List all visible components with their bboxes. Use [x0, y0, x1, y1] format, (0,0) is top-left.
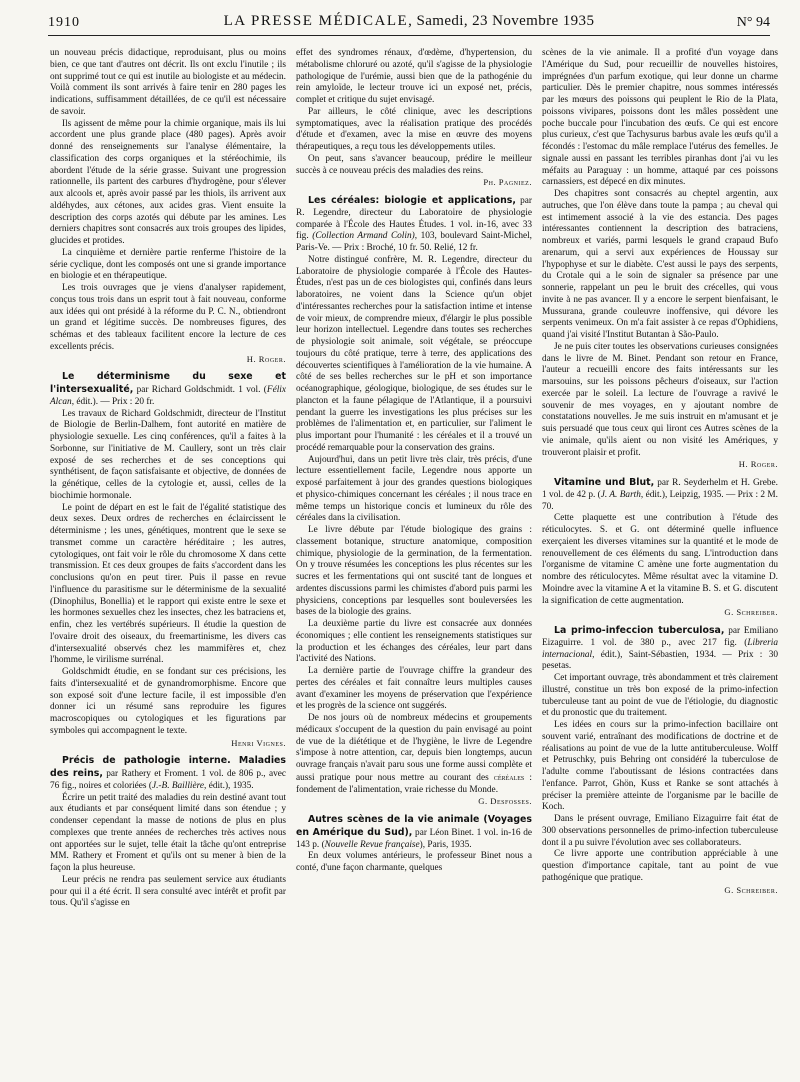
review-signature: G. Desfosses. [478, 796, 532, 807]
column-3 [542, 48, 778, 896]
issue-date: Samedi, 23 Novembre 1935 [416, 13, 595, 29]
paragraph: Ce livre apporte une contribution appréciable à une question d'importance capitale, tant au point de vue pathogénique que pratique. [542, 849, 778, 883]
review-heading: La primo-infeccion tuberculosa, par Emiliano Eizaguirre. 1 vol. de 380 p., avec 217 fig. (Libreria internacional, édit.), Saint-Sébastien, 1934. — Prix : 30 pesetas. [542, 625, 778, 672]
review-heading: Autres scènes de la vie animale (Voyages en Amérique du Sud), par Léon Binet. 1 vol. in-16 de 143 p. (Nouvelle Revue française), Paris, 1935. [296, 814, 533, 850]
page-number: 1910 [48, 15, 80, 30]
paragraph: Goldschmidt étudie, en se fondant sur ces précisions, les faits d'intersexualité et de gynandromorphisme. Encore que son exposé soit d'une lecture facile, il est impossible d'en donner ici un résumé sans reproduire les figures macroscopiques ou cytologiques et les figurations par symboles qui accompagnent le texte. [50, 667, 286, 736]
page-header [48, 13, 770, 36]
paragraph: De nos jours où de nombreux médecins et groupements médicaux s'occupent de la question du pain envisagé au point de vue de la diététique et de l'hygiène, le livre de Legendre s'impose à notre attention, car, depuis bien longtemps, aucun ouvrage français n'avait paru sous une forme aussi complète et aussi pratique pour nous mettre au courant des céréales : fondement de l'alimentation, vraie richesse du Monde. [296, 713, 532, 795]
paragraph: Écrire un petit traité des maladies du rein destiné avant tout aux étudiants et par conséquent limité dans son étendue ; y condenser cependant la masse de notions de plus en plus complexes que trente années de recherches très actives nous ont apportées sur le sujet, telle était la tâche qu'ont entreprise MM. Rathery et Froment et qu'ils ont su mener à bien de la façon la plus heureuse. [50, 792, 286, 873]
column-1 [50, 48, 286, 910]
paragraph: Par ailleurs, le côté clinique, avec les descriptions symptomatiques, avec la réalisation pratique des procédés d'étude et d'examen, avec la mise en œuvre des moyens thérapeutiques, a reçu tous les développements utiles. [296, 106, 532, 152]
paragraph: Notre distingué confrère, M. R. Legendre, directeur du Laboratoire de physiologie comparée à l'École des Hautes-Études, n'est pas un de ces biologistes qui, confinés dans leurs laboratoires, ne voient dans la Science qu'un objet d'intéressantes recherches pour la satisfaction intime et intense de voir mieux, de comprendre mieux, d'élargir le plus possible leur horizon intellectuel. Legendre dans toutes ses recherches de physiologie soit animale, soit végétale, se préoccupe toujours du côté pratique, terre à terre, des applications des découvertes scientifiques à l'amélioration de la vie humaine. A côté de ses belles recherches sur le pH et son importance océanographique, géologique, biologique, de ses études sur le plancton et la faune pélagique de l'Atlantique, il a poursuivi pendant la guerre les investigations les plus précises sur les problèmes de l'alimentation et, en particulier, sur l'aliment le plus important pour l'humanité : les céréales et il a trouvé un procédé remarquable pour la conservation des grains. [296, 254, 532, 453]
paragraph: Des chapitres sont consacrés au cheptel argentin, aux autruches, que l'on élève dans toute la pampa ; au cheval qui est intimement associé à la vie des estancia. Des pages intéressantes contiennent la description des batraciens, nombreux et variés, parmi lesquels le grand crapaud Bufo arenarum, qui a servi aux expériences de Houssay sur l'hypophyse et sur le diabète. C'est aussi le pays des serpents, du Crotale qui a le soin de signaler sa présence par une sonnerie, rappelant un peu le bruit des crécelles, qui vous invite à ne pas avancer. Il y a encore le serpent bienfaisant, le Mussurana, grande couleuvre inoffensive, qui dévore les serpents venimeux. On m'a fait assister à ce repas d'Ophidiens, quand j'ai visité l'Institut Butantan à São-Paulo. [542, 189, 778, 340]
review-heading: Le déterminisme du sexe et l'intersexualité, par Richard Goldschmidt. 1 vol. (Félix Alcan, édit.). — Prix : 20 fr. [50, 371, 286, 407]
review-signature: H. Roger. [738, 459, 778, 470]
review-title: Vitamine und Blut, [554, 477, 655, 488]
review-signature: Henri Vignes. [231, 737, 286, 748]
review-title: Autres scènes de la vie animale (Voyages en Amérique du Sud), [296, 814, 532, 838]
paragraph: Je ne puis citer toutes les observations curieuses consignées dans le livre de M. Binet. Pendant son retour en France, l'auteur a recueilli encore des faits intéressants sur les marsouins, sur les poissons pêcheurs d'oiseaux, sur l'action exercée par le soleil. La lecture de l'ouvrage a ravivé le souvenir de mes voyages, en y ajoutant nombre de constatations nouvelles. Je me suis instruit en m'amusant et je suis persuadé que tous ceux qui liront ces Autres scènes de la vie animale, qu'ils aient ou non visité les Amériques, y trouveront plaisir et profit. [542, 341, 778, 458]
paragraph: Ils agissent de même pour la chimie organique, mais ils lui accordent une plus grande place (480 pages). Après avoir donné des renseignements sur l'analyse élémentaire, la classification des corps organiques et la stéréochimie, ils abordent l'étude de la série grasse. Suivant une progression rationnelle, ils partent des carbures d'hydrogène, pour s'élever aux alcools et, après avoir passé par les thiols, ils arrivent aux aldéhydes, aux cétones, aux acides gras. Vient ensuite la description des corps azotés qui débute par les amines. Les derniers chapitres sont consacrés aux trois groupes des lipides, glucides et protides. [50, 118, 286, 246]
paragraph: La cinquième et dernière partie renferme l'histoire de la série cyclique, dont les composés ont une si grande importance en biologie et en thérapeutique. [50, 247, 286, 282]
paragraph: Les idées en cours sur la primo-infection bacillaire ont souvent varié, entraînant des modifications de doctrine et de réalisations au point de vue de la lutte antituberculeuse. Wolff et Petruschky, puis Behring ont considéré la tuberculose de l'adulte comme l'aboutissant de lésions contractées dans l'enfance. Parrot, Ghön, Kuss et Ranke se sont attachés à préciser la première atteinte de l'organisme par le bacille de Koch. [542, 720, 778, 813]
paragraph: Leur précis ne rendra pas seulement service aux étudiants pour qui il a été écrit. Il sera consulté avec intérêt et profit par tous. Qu'il s'agisse en [50, 874, 286, 909]
review-title: Le déterminisme du sexe et l'intersexualité, [50, 371, 286, 395]
review-title: La primo-infeccion tuberculosa, [554, 625, 725, 636]
review-heading: Les céréales: biologie et applications, par R. Legendre, directeur du Laboratoire de physiologie comparée à l'École des Hautes Études. 1 vol. in-16, avec 33 fig. (Collection Armand Colin), 103, boulevard Saint-Michel, Paris-Ve. — Prix : Broché, 10 fr. 50. Relié, 12 fr. [296, 195, 532, 253]
review-signature: Ph. Pagniez. [483, 177, 532, 188]
paragraph: Les travaux de Richard Goldschmidt, directeur de l'Institut de Biologie de Berlin-Dalhem, font autorité en matière de physiologie sexuelle. Les cinq conférences, qu'il a faites à la Sorbonne, sur l'initiative de M. Caullery, sont un très clair exposé de ses recherches et de ses conceptions qui synthétisent, de façon satisfaisante et objective, de données de la génétique, celles de la cytologie et, aussi, celles de la biochimie hormonale. [50, 408, 286, 501]
running-title: LA PRESSE MÉDICALE, Samedi, 23 Novembre 1935 [223, 13, 595, 29]
review-heading: Précis de pathologie interne. Maladies des reins, par Rathery et Froment. 1 vol. de 806 p., avec 76 fig., noires et coloriées (J.-B. Baillière, édit.), 1935. [50, 755, 286, 791]
paragraph: Aujourd'hui, dans un petit livre très clair, très précis, d'une lecture essentiellement facile, Legendre nous apporte un exposé parfaitement à jour des grandes questions biologiques et physico-chimiques concernant les céréales ; il nous trace en même temps un historique concis et lumineux du rôle des céréales dans la civilisation. [296, 454, 532, 524]
paragraph: scènes de la vie animale. Il a profité d'un voyage dans l'Amérique du Sud, pour recueillir de nouvelles histoires, imprégnées d'un parfum exotique, qui leur donne un charme particulier. Dès le premier chapitre, nous sommes intéressés par les mœurs des poissons qui peuplent le Rio de la Plata, poissons vivipares, poissons dont les mâles possèdent une poche buccale pour l'incubation des œufs. Ce qui est encore plus curieux, c'est que Tachysurus barbus avale les œufs qu'il a fécondés : l'estomac du mâle remplace l'utérus des femelles. Je signale aussi en passant les terribles piranhas dont j'ai vu les méfaits au Paraguay : un homme, attaqué par ces poissons carnassiers, est dépecé en dix minutes. [542, 48, 778, 188]
paragraph: effet des syndromes rénaux, d'œdème, d'hypertension, du métabolisme chloruré ou azoté, qu'il s'agisse de la physiologie pathologique de l'urémie, aussi bien que de la pathogénie du rein amyloïde, le lecteur trouve ici un exposé net, précis, complet et critique du sujet envisagé. [296, 48, 532, 105]
review-title: Les céréales: biologie et applications, [308, 195, 516, 206]
paragraph: La deuxième partie du livre est consacrée aux données économiques ; elle contient les renseignements statistiques sur la production et les échanges des céréales, leur part dans l'activité des Nations. [296, 619, 532, 665]
review-title: Précis de pathologie interne. Maladies des reins, [50, 755, 286, 779]
paragraph: Cet important ouvrage, très abondamment et très clairement illustré, constitue un très bon exposé de la primo-infection tuberculeuse tant au point de vue de l'étiologie, du diagnostic et du pronostic que du traitement. [542, 673, 778, 719]
paragraph: Cette plaquette est une contribution à l'étude des réticulocytes. S. et G. ont déterminé quelle influence exerçaient les diverses vitamines sur la quantité et le mode de renouvellement de ces éléments du sang. L'introduction dans l'organisme de vitamine C amène une forte augmentation du nombre des réticulocytes. Même résultat avec la vitamine D. Moindre avec la vitamine A et la vitamine B. S. et G. discutent la signification de cette augmentation. [542, 513, 778, 606]
review-signature: H. Roger. [246, 353, 286, 364]
paragraph: Les trois ouvrages que je viens d'analyser rapidement, conçus tous trois dans un esprit tout à fait nouveau, conforme aux idées qui ont présidé à la réforme du P. C. N., obtiendront un grand et légitime succès. De nombreuses figures, des schémas et des tableaux facilitent encore la lecture de ces excellents précis. [50, 283, 286, 352]
paragraph: Dans le présent ouvrage, Emiliano Eizaguirre fait état de 300 observations personnelles de primo-infection tuberculeuse dont il a pu suivre l'évolution avec ses collaborateurs. [542, 814, 778, 848]
column-2 [296, 48, 532, 875]
paragraph: En deux volumes antérieurs, le professeur Binet nous a conté, d'une façon charmante, quelques [296, 851, 532, 873]
review-heading: Vitamine und Blut, par R. Seyderhelm et H. Grebe. 1 vol. de 42 p. (J. A. Barth, édit.), Leipzig, 1935. — Prix : 2 M. 70. [542, 477, 779, 512]
issue-number: N° 94 [736, 15, 770, 30]
paragraph: La dernière partie de l'ouvrage chiffre la grandeur des pertes des céréales et fait connaître leurs multiples causes avant d'examiner les moyens de préservation que l'expérience et les progrès de la science ont suggérés. [296, 666, 532, 712]
review-signature: G. Schreiber. [724, 884, 778, 895]
paragraph: Le point de départ en est le fait de l'égalité statistique des deux sexes. Deux ordres de recherches en éclaircissent le déterminisme ; les unes, génétiques, montrent que le sexe se transmet comme un caractère héréditaire ; les autres, cytologiques, ont fait voir le rôle du chromosome X dans cette transmission. Et ces deux groupes de faits s'accordent dans les conclusions qu'on en peut tirer. Puis il passe en revue l'influence du parasitisme sur le déterminisme de la sexualité (Dinophilus, Bonellia) et le rapport qui existe entre le sexe et les hormones sexuelles chez les insectes, chez les batraciens et, enfin, chez les vertébrés supérieurs. Il étudie la question de l'ovaire droit des oiseaux, du freemartinisme, les divers cas d'intersexualité observés chez les mammifères et, chez l'homme, le virilisme surrénal. [50, 502, 286, 666]
review-signature: G. Schreiber. [724, 607, 778, 618]
paragraph: un nouveau précis didactique, reproduisant, plus ou moins bien, ce que tant d'autres ont décrit. Ils ont exclu l'inutile ; ils ont supprimé tout ce qui est inutile au biologiste et au médecin. Voilà comment ils sont arrivés à faire tenir en 280 pages les indications, suffisamment détaillées, de ce qu'il est nécessaire de savoir. [50, 48, 286, 117]
paragraph: On peut, sans s'avancer beaucoup, prédire le meilleur succès à ce nouveau précis des maladies des reins. [296, 153, 532, 176]
journal-name: LA PRESSE MÉDICALE [223, 13, 409, 29]
paragraph: Le livre débute par l'étude biologique des grains : classement botanique, structure anatomique, composition chimique, physiologie de la germination, de la fermentation. On y trouve résumées les conceptions les plus récentes sur les sucres et les fermentations qui ont suscité tant de longues et ardentes discussions parmi les chimistes d'abord puis parmi les physiciens, conceptions par lesquelles sont bouleversées les bases de la biologie des grains. [296, 525, 532, 618]
